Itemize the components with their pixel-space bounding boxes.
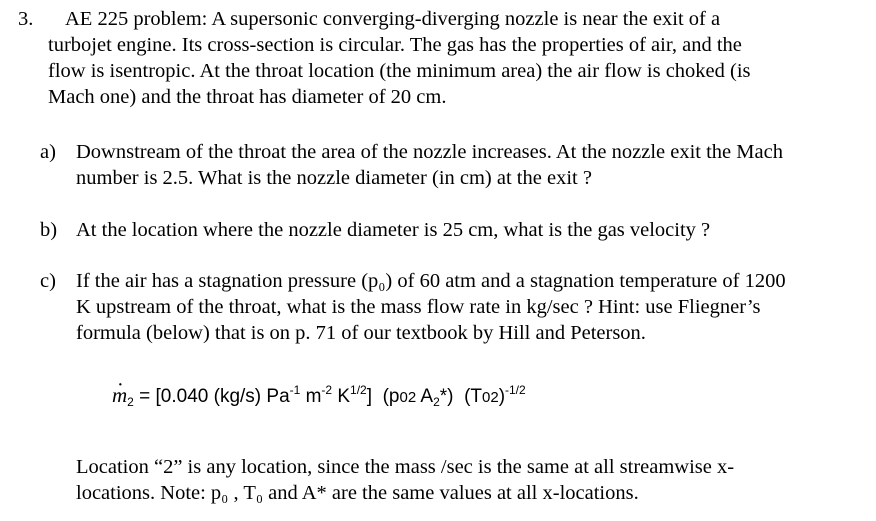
part-c-line-3: formula (below) that is on p. 71 of our textbook by Hill and Peterson. [76,322,646,344]
problem-line-4: Mach one) and the throat has diameter of 20 cm. [48,86,447,108]
formula-a-term: A [416,386,434,407]
formula-t-term: (T [464,386,482,407]
part-a-letter: a) [40,141,56,163]
mass-flow-symbol: · m [112,383,127,407]
note-line-2: locations. Note: p₀ , T₀ and A* are the same values at all x-locations. [76,482,639,504]
part-b-letter: b) [40,219,58,241]
formula-m-unit: m [300,386,322,407]
formula-t-exponent: -1/2 [505,383,526,397]
formula-close-bracket: ] [366,386,373,407]
formula-pa-exponent: -1 [289,383,301,397]
formula-a-subscript: 2 [433,395,440,409]
part-c-line-1: If the air has a stagnation pressure (p₀) of 60 atm and a stagnation temperature of 1200 [76,270,786,292]
part-c-line-2: K upstream of the throat, what is the mass flow rate in kg/sec ? Hint: use Fliegner’s [76,296,761,318]
formula-lhs-subscript: 2 [127,395,134,409]
formula-p-subscript: 02 [399,389,417,406]
formula-m-exponent: -2 [321,383,333,397]
formula-k-unit: K [332,386,351,407]
formula-coefficient: = [0.040 (kg/s) Pa [133,386,290,407]
problem-line-2: turbojet engine. Its cross-section is circular. The gas has the properties of air, and the [48,34,742,56]
fliegner-formula [112,382,526,411]
problem-line-3: flow is isentropic. At the throat location (the minimum area) the air flow is choked (is [48,60,751,82]
formula-t-close: ) [498,386,506,407]
part-a-line-2: number is 2.5. What is the nozzle diameter (in cm) at the exit ? [76,167,592,189]
formula-k-exponent: 1/2 [350,383,367,397]
formula-p-term: (p [382,386,400,407]
part-b-line-1: At the location where the nozzle diameter is 25 cm, what is the gas velocity ? [76,219,711,241]
formula-t-subscript: 02 [482,389,499,406]
formula-a-star: *) [439,386,454,407]
part-c-letter: c) [40,270,56,292]
part-a-line-1: Downstream of the throat the area of the nozzle increases. At the nozzle exit the Mach [76,141,783,163]
problem-number: 3. [18,8,34,30]
note-line-1: Location “2” is any location, since the mass /sec is the same at all streamwise x- [76,456,735,478]
problem-line-1: AE 225 problem: A supersonic converging-diverging nozzle is near the exit of a [65,8,721,30]
